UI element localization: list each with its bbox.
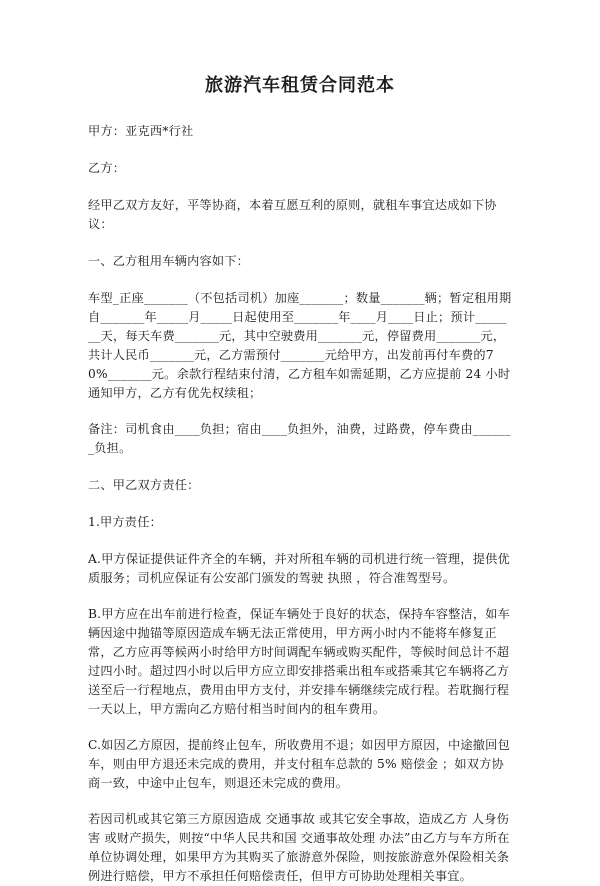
clause-c-paragraph: C.如因乙方原因，提前终止包车，所收费用不退；如因甲方原因，中途撤回包车，则由甲方退还未完成的费用，并支付租车总款的 5% 赔偿金 ；如双方协商一致，中途中止包车，则退还未完成的费用。 [88,738,510,790]
vehicle-details-paragraph: 车型_正座_______（不包括司机）加座_______；数量_______辆；暂定租用期自_______年_____月_____日起使用至_______年____月____日止；预计_______天，每天车费_______元，其中空驶费用_______元，停留费用_______元，共计人民币_______元，乙方需预付_______元给甲方，出发前再付车费的70%_______元。余款行程结束付清，乙方租车如需延期，乙方应提前 24 小时通知甲方，乙方有优先权续租； [88,291,512,400]
party-a-duties-heading: 1.甲方责任： [88,515,162,529]
party-a-line: 甲方：亚克西*行社 [88,124,194,138]
third-party-clause-paragraph: 若因司机或其它第三方原因造成 交通事故 或其它安全事故，造成乙方 人身伤害 或财产损失，则按“中华人民共和国 交通事故处理 办法”由乙方与车方所在单位协调处理，如果甲方为其购买了旅游意外保险，则按旅游意外保险相关条例进行赔偿，甲方不承担任何赔偿责任，但甲方可协助处理相关事宜。 [88,812,510,883]
remarks-paragraph: 备注：司机食由____负担；宿由____负担外，油费，过路费，停车费由_______负担。 [88,422,511,455]
party-b-line: 乙方： [88,161,126,175]
clause-a-paragraph: A.甲方保证提供证件齐全的车辆，并对所租车辆的司机进行统一管理，提供优质服务；司机应保证有公安部门颁发的驾驶 执照 ，符合准驾型号。 [88,552,510,585]
section-2-heading: 二、甲乙双方责任： [88,478,200,492]
section-1-heading: 一、乙方租用车辆内容如下： [88,254,250,268]
document-title: 旅游汽车租赁合同范本 [205,75,395,96]
clause-b-paragraph: B.甲方应在出车前进行检查，保证车辆处于良好的状态，保持车容整洁，如车辆因途中抛锚等原因造成车辆无法正常使用，甲方两小时内不能将车修复正常，乙方应再等候两小时给甲方时间调配车辆或购买配件，等候时间总计不超过四小时。超过四小时以后甲方应立即安排搭乘出租车或搭乘其它车辆将乙方送至后一行程地点，费用由甲方支付，并安排车辆继续完成行程。若耽搁行程一天以上，甲方需向乙方赔付相当时间内的租车费用。 [88,607,511,716]
intro-paragraph: 经甲乙双方友好，平等协商，本着互愿互利的原则，就租车事宜达成如下协议： [88,198,497,231]
